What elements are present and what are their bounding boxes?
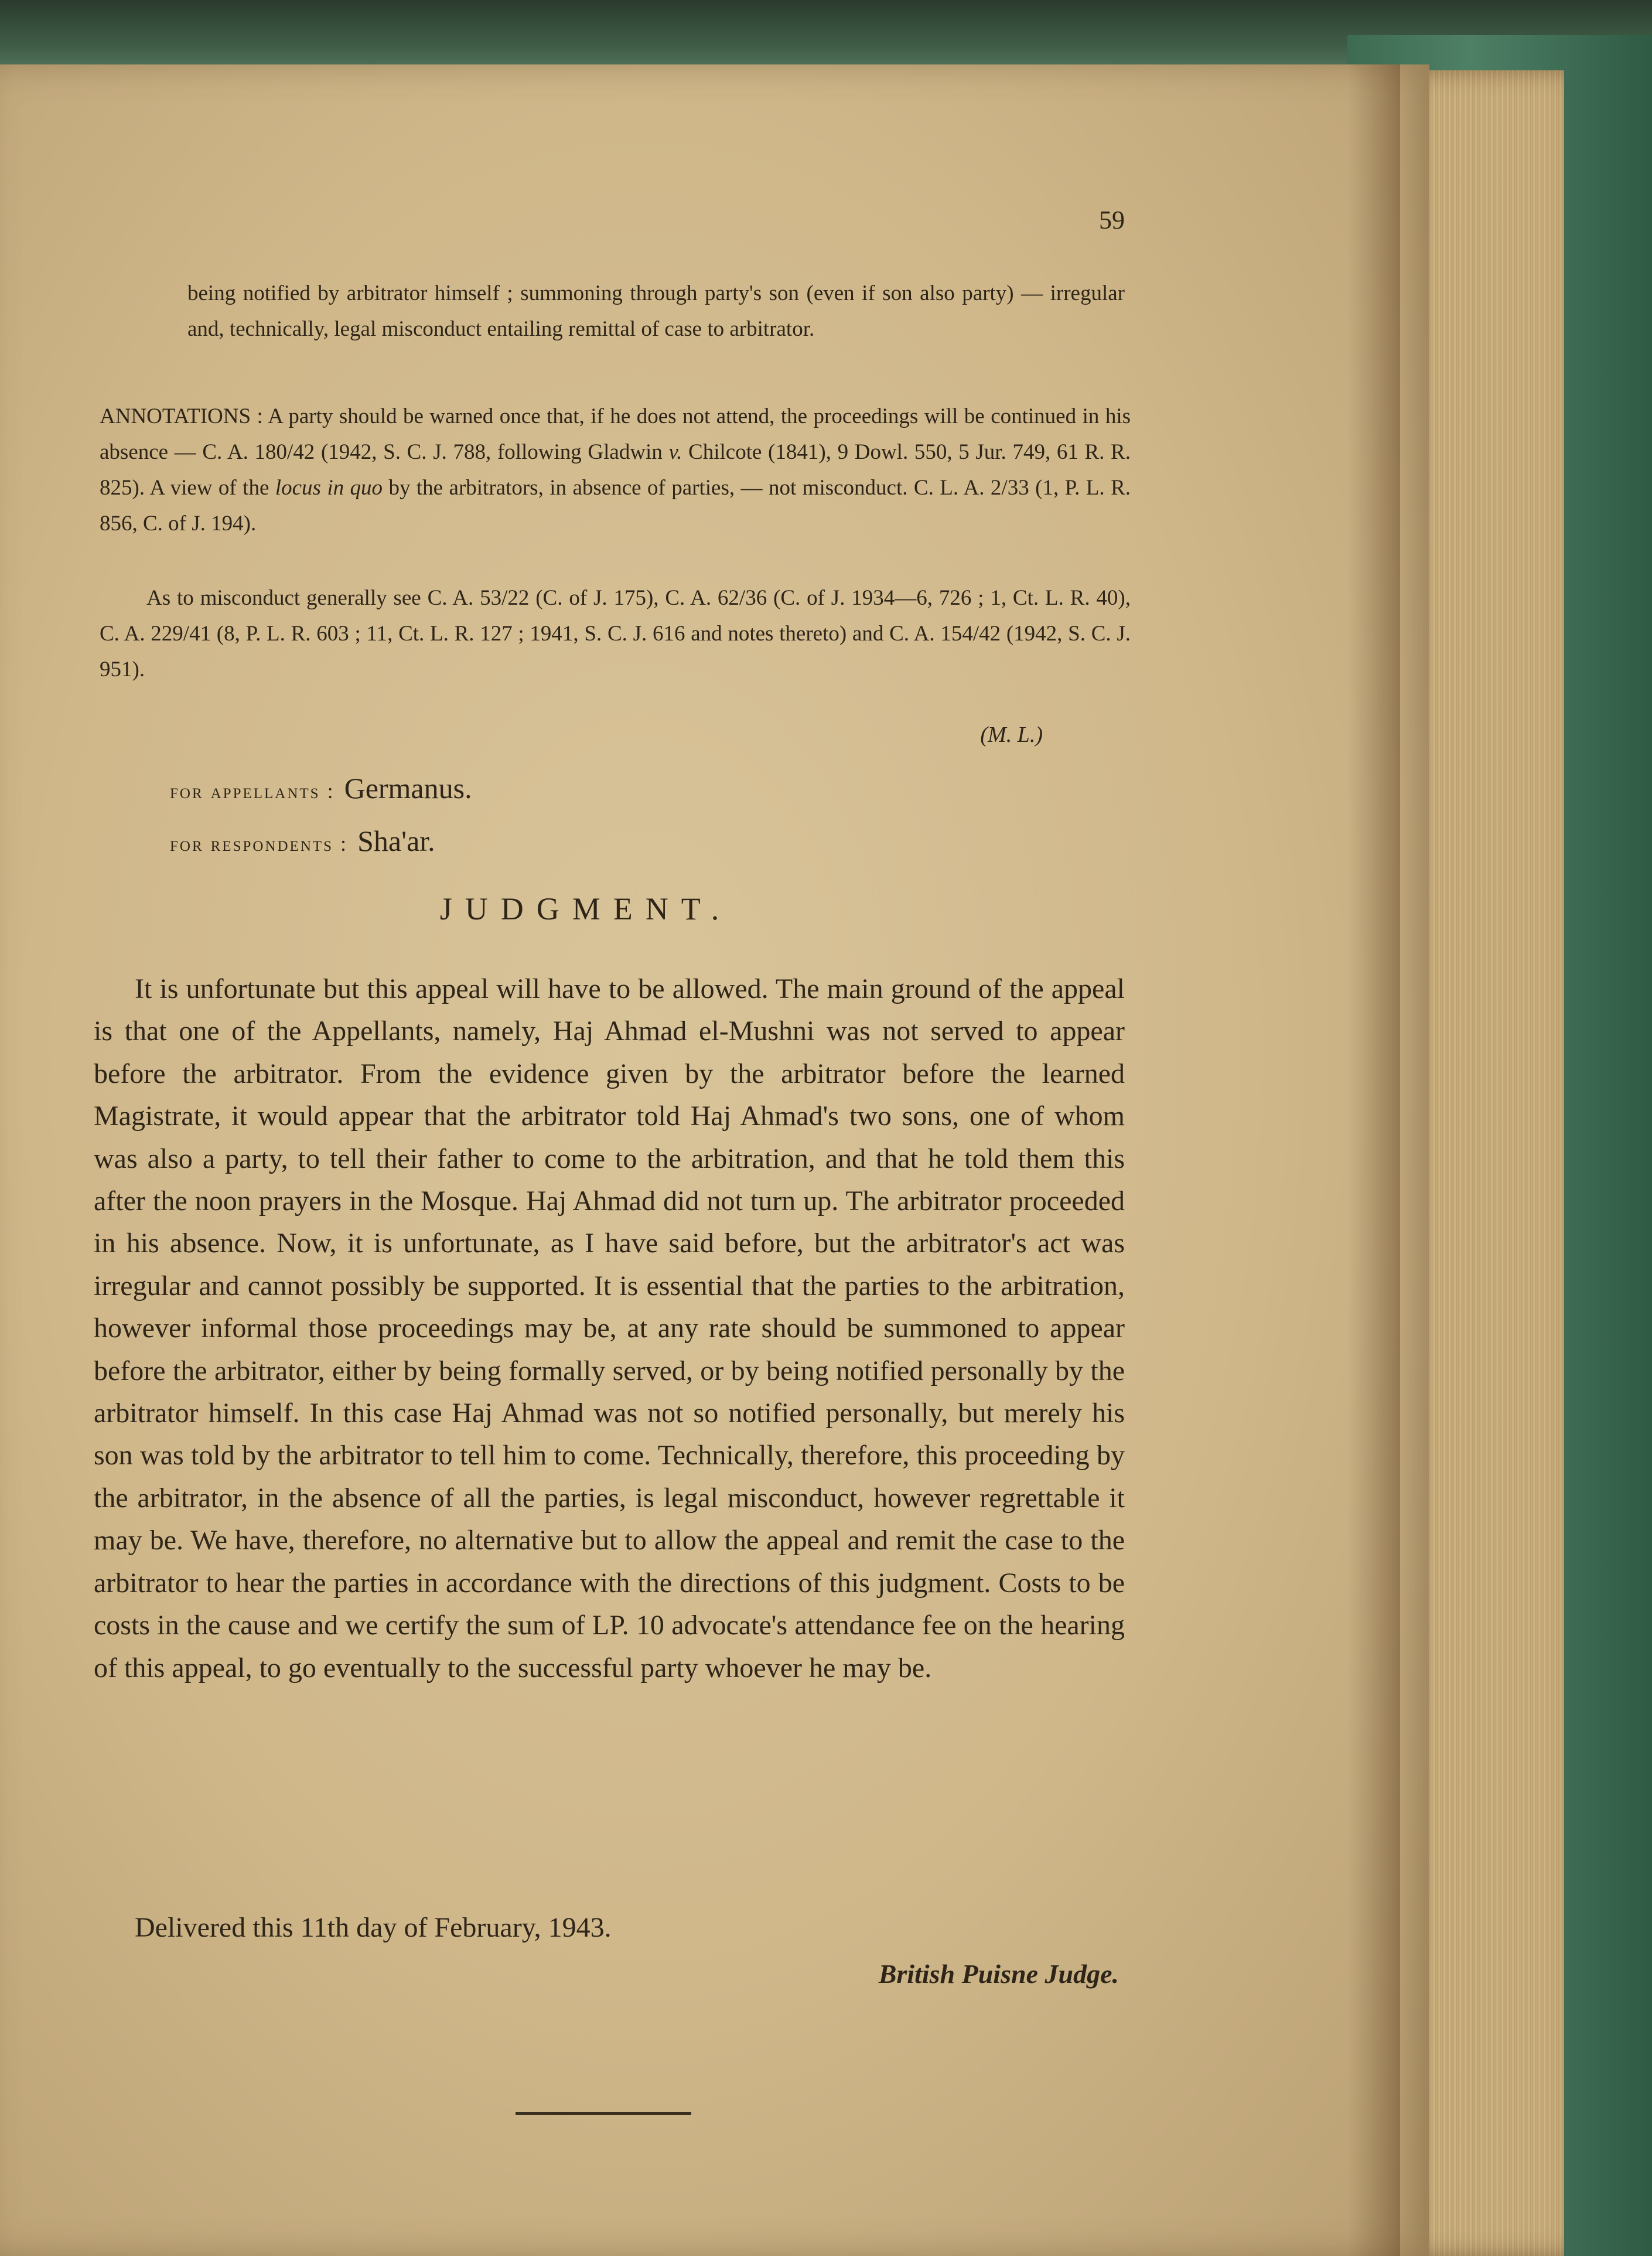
counsel-appellants bbox=[170, 771, 472, 805]
annotations-versus: v. bbox=[668, 440, 682, 464]
respondents-label: for respondents : bbox=[170, 832, 349, 856]
annotations-label: ANNOTATIONS : bbox=[100, 404, 263, 428]
author-initials: (M. L.) bbox=[980, 723, 1043, 747]
judge-signature: British Puisne Judge. bbox=[878, 1959, 1119, 1989]
respondents-name: Sha'ar. bbox=[357, 824, 435, 857]
judgment-heading: JUDGMENT. bbox=[439, 891, 732, 926]
closing-rule bbox=[516, 2112, 691, 2115]
annotations-locus-in-quo: locus in quo bbox=[275, 476, 383, 500]
appellants-label: for appellants : bbox=[170, 779, 335, 803]
delivery-date: Delivered this 11th day of February, 1943. bbox=[135, 1912, 612, 1943]
appellants-name: Germanus. bbox=[344, 772, 472, 805]
misconduct-note: As to misconduct generally see C. A. 53/22 (C. of J. 175), C. A. 62/36 (C. of J. 1934—6, 726 ; 1, Ct. L. R. 40), C. A. 229/41 (8, P. L. R. 603 ; 11, Ct. L. R. 127 ; 1941, S. C. J. 616 and notes thereto) and C. A. 154/42 (1942, S. C. J. 951). bbox=[100, 586, 1131, 681]
page-curl-shadow bbox=[1347, 64, 1400, 2256]
judgment-body: It is unfortunate but this appeal will have to be allowed. The main ground of the appeal is that one of the Appellants, namely, Haj Ahmad el-Mushni was not served to appear before the arbitrator. From the evidence given by the arbitrator before the learned Magistrate, it would appear that the arbitrator told Haj Ahmad's two sons, one of whom was also a party, to tell their father to come to the arbitration, and that he told them this after the noon prayers in the Mosque. Haj Ahmad did not turn up. The arbitrator proceeded in his absence. Now, it is unfortunate, as I have said before, but the arbitrator's act was irregular and cannot possibly be supported. It is essential that the parties to the arbitration, however informal those proceedings may be, at any rate should be summoned to appear before the arbitrator, either by being formally served, or by being notified personally by the arbitrator himself. In this case Haj Ahmad was not so notified personally, but merely his son was told by the arbitrator to tell him to come. Technically, therefore, this proceeding by the arbitrator, in the absence of all the parties, is legal misconduct, however regrettable it may be. We have, therefore, no alternative but to allow the appeal and remit the case to the arbitrator to hear the parties in accordance with the directions of this judgment. Costs to be costs in the cause and we certify the sum of LP. 10 advocate's attendance fee on the hearing of this appeal, to go eventually to the successful party whoever he may be. bbox=[94, 973, 1125, 1684]
page-number: 59 bbox=[1099, 206, 1125, 234]
headnote: being notified by arbitrator himself ; summoning through party's son (even if son also party) — irregular and, technically, legal misconduct entailing remittal of case to arbitrator. bbox=[187, 281, 1125, 341]
annotations-text-3: by the arbitrators, in absence of parties, — not misconduct. C. L. A. 2/33 (1, P. L. R. 856, C. of J. 194). bbox=[100, 476, 1131, 536]
annotations-text-1: A party should be warned once that, if he does not attend, the proceedings will be continued in his absence — C. A. 180/42 (1942, S. C. J. 788, following Gladwin bbox=[100, 404, 1131, 464]
annotations-text-2: Chilcote (1841), 9 Dowl. 550, 5 Jur. 749, 61 R. R. 825). A view of the bbox=[100, 440, 1131, 500]
annotations-paragraph bbox=[100, 398, 1131, 541]
counsel-respondents bbox=[170, 824, 435, 858]
